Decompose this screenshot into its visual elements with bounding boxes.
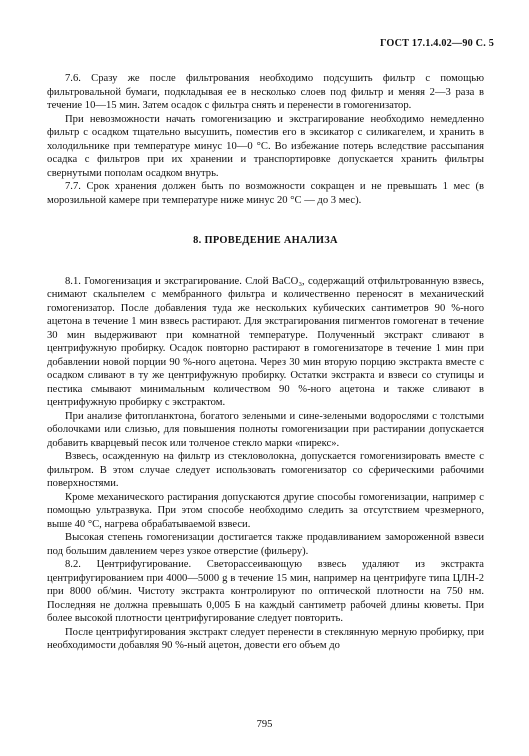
paragraph-storage-drying: При невозможности начать гомогенизацию и экстрагирование необходимо немедленно фильтр с осадком тщательно высушить, поместив его в эксикатор с силикагелем, и хранить в холодильнике при температуре минус 10—0 °С. Во избежание потерь вследствие рассыпания осадка с фильтров при их хранении и транспортировке допускается хранить фильтры свернутыми пополам осадком внутрь.: [47, 113, 484, 179]
paragraph-ultrasound: Кроме механического растирания допускаются другие способы гомогенизации, например с помощью ультразвука. При этом способе необходимо следить за отсутствием чрезмерного, выше 40 °С, нагрева обрабатываемой взвеси.: [47, 491, 484, 530]
paragraph-7-7: 7.7. Срок хранения должен быть по возможности сокращен и не превышать 1 мес (в морозильной камере при температуре ниже минус 20 °С — до 3 мес).: [47, 181, 484, 206]
paragraph-7-6: 7.6. Сразу же после фильтрования необходимо подсушить фильтр с помощью фильтровальной бумаги, подкладывая ее в несколько слоев под фильтр и меняя 2—3 раза в течение 10—15 мин. Затем осадок с фильтра снять и перенести в гомогенизатор.: [47, 73, 484, 111]
paragraph-glass-fiber-filter: Взвесь, осажденную на фильтр из стекловолокна, допускается гомогенизировать вместе с фильтром. В этом случае следует использовать гомогенизатор со сферическими рабочими поверхностями.: [47, 451, 484, 489]
page-header: ГОСТ 17.1.4.02—90 С. 5: [379, 38, 494, 49]
section-title: 8. ПРОВЕДЕНИЕ АНАЛИЗА: [193, 235, 338, 246]
document-body: [47, 72, 484, 653]
paragraph-8-2: 8.2. Центрифугирование. Светорассеивающую взвесь удаляют из экстракта центрифугированием при 4000—5000 g в течение 15 мин, например на центрифуге типа ЦЛН-2 при 8000 об/мин. Чистоту экстракта контролируют по оптической плотности на 750 нм. Последняя не должна превышать 0,005 Б на каждый сантиметр рабочей длины кюветы. При более высокой плотности центрифугирование следует повторить.: [47, 559, 484, 624]
paragraph-after-centrifuge: После центрифугирования экстракт следует перенести в стеклянную мерную пробирку, при необходимости добавляя 90 %-ный ацетон, довести его объем до: [47, 626, 484, 651]
page-number: 795: [256, 719, 273, 730]
paragraph-8-1: 8.1. Гомогенизация и экстрагирование. Слой ВаСО₃, содержащий отфильтрованную взвесь, снимают скальпелем с мембранного фильтра и количественно переносят в механический гомогенизатор. После добавления туда же нескольких кубических сантиметров 90 %-ного ацетона в течение 1 мин взвесь растирают. Для экстрагирования пигментов гомогенат в течение 30 мин выдерживают при комнатной температуре. Полученный экстракт сливают в центрифужную пробирку. Осадок повторно растирают в гомогенизаторе в течение 1 мин при добавлении новой порции 90 %-ного ацетона. Через 30 мин вторую порцию экстракта вместе с осадком сливают в ту же центрифужную пробирку. Остатки экстракта и взвеси со ступицы и пестика смывают минимальным количеством 90 %-ного ацетона и также сливают в центрифужную пробирку с экстрактом.: [47, 275, 484, 408]
paragraph-high-pressure: Высокая степень гомогенизации достигается также продавливанием замороженной взвеси под большим давлением через узкое отверстие (фильеру).: [47, 532, 484, 557]
paragraph-phytoplankton: При анализе фитопланктона, богатого зелеными и сине-зелеными водорослями с толстыми оболочками или слизью, для повышения полноты гомогенизации при растирании допускается добавить кварцевый песок или толченое стекло марки «пирекс».: [47, 410, 484, 449]
